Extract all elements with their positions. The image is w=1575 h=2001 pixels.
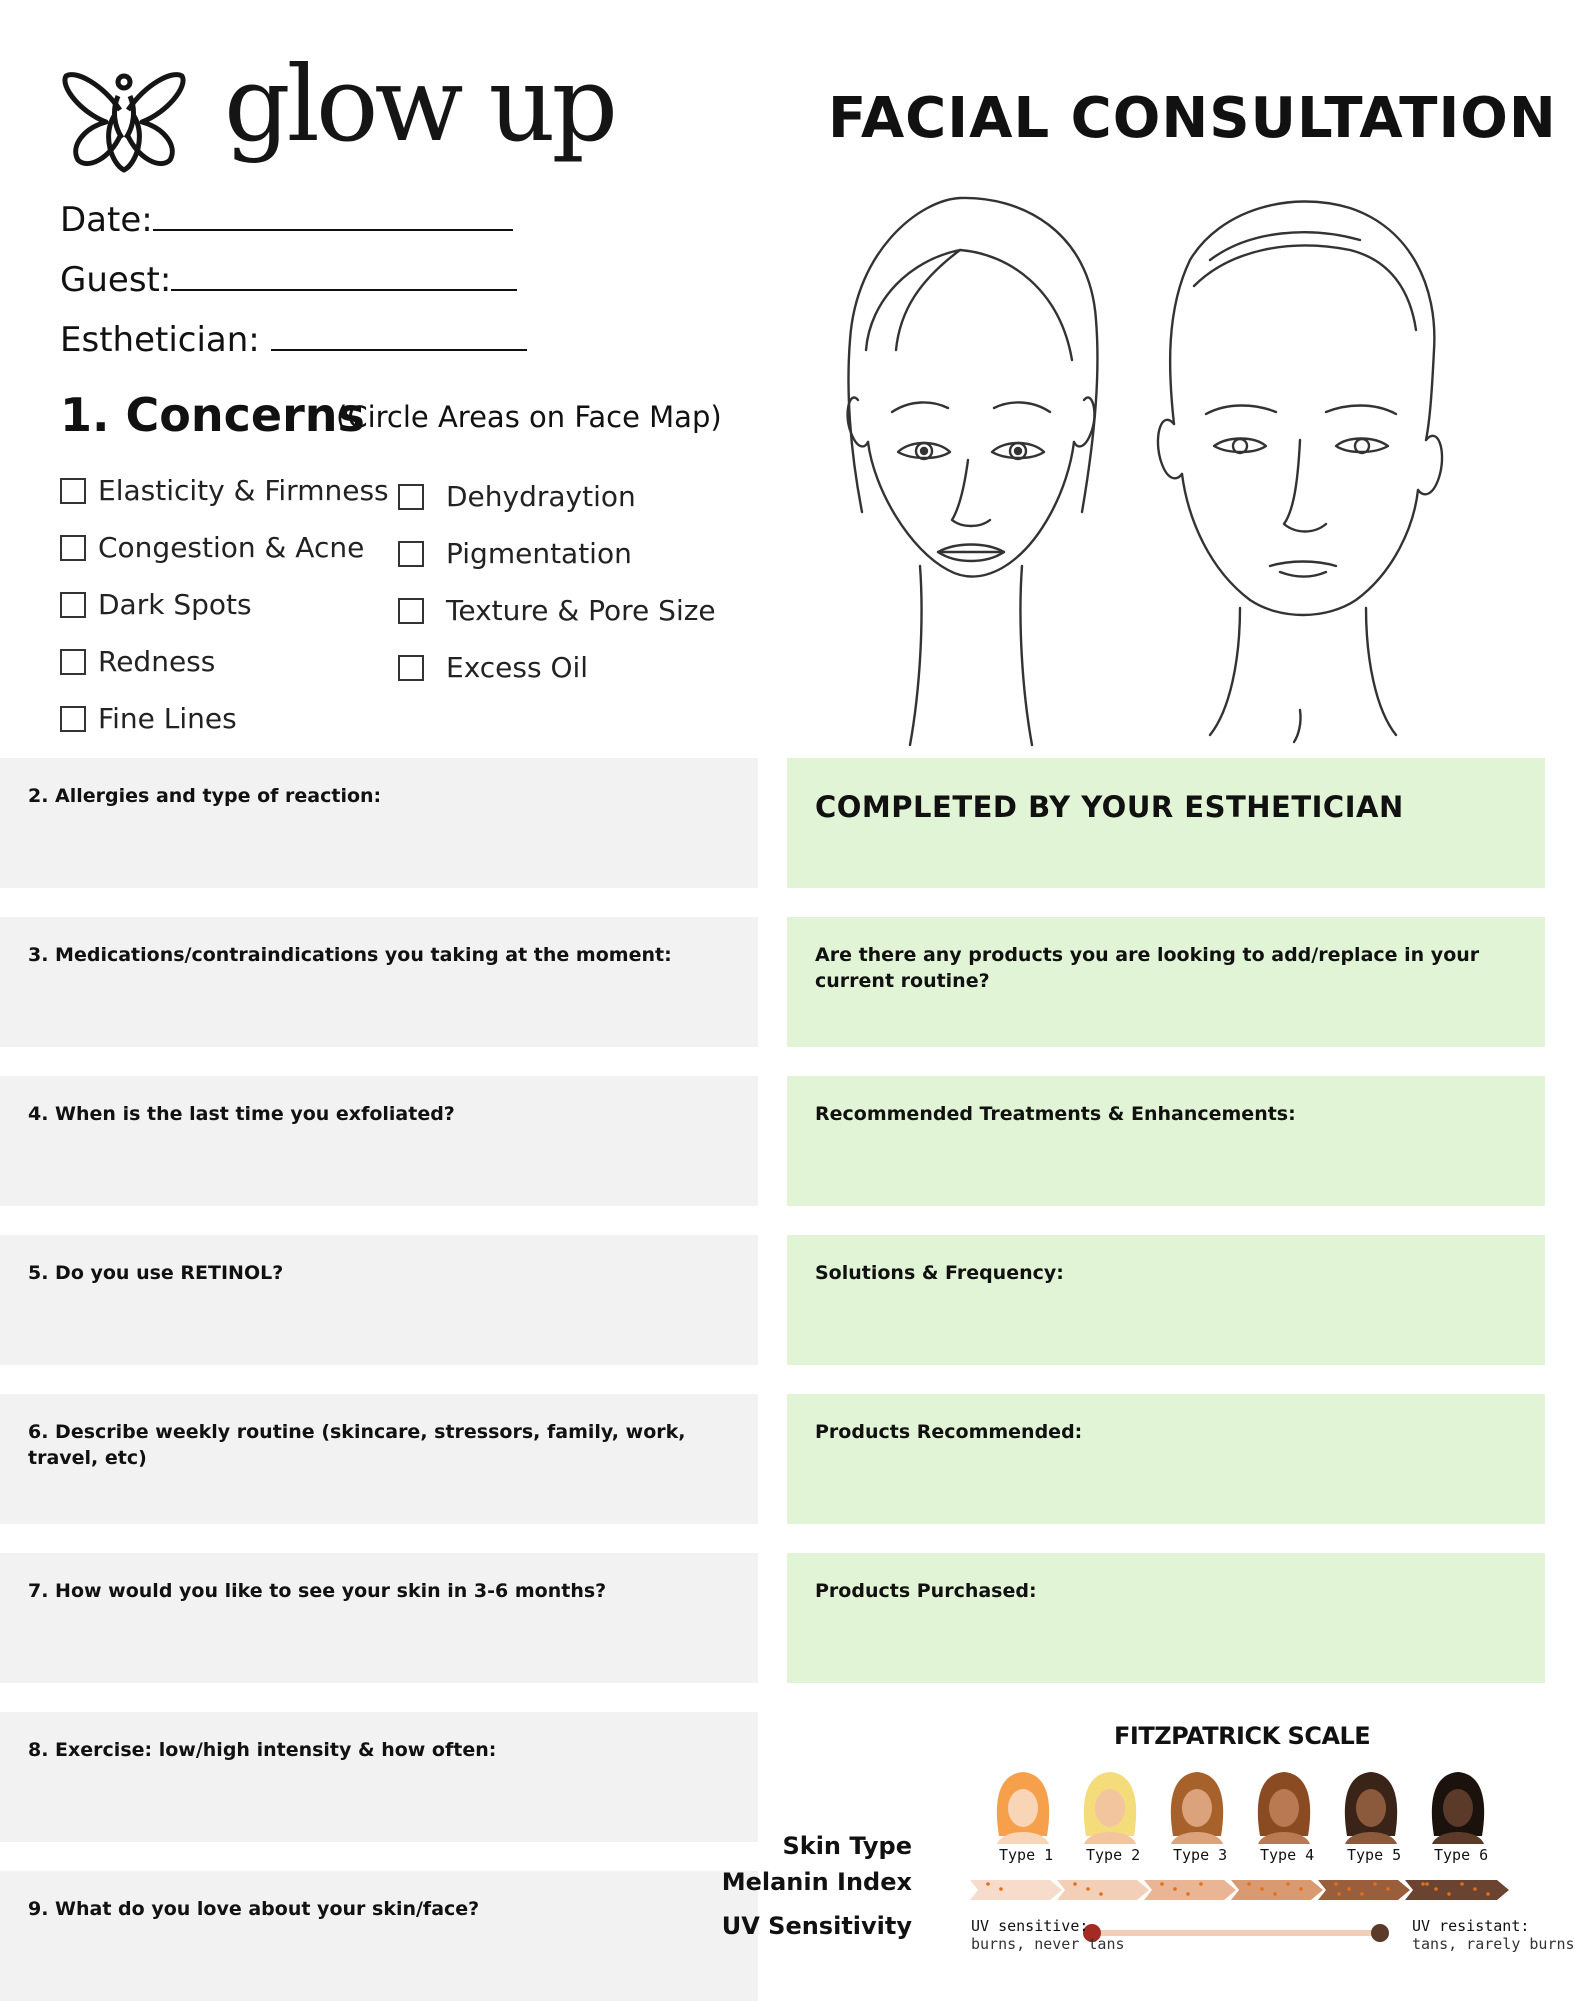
checkbox-icon[interactable]: [398, 655, 424, 681]
concern-checkbox[interactable]: [398, 594, 716, 627]
uv-sensitive-title: UV sensitive:: [971, 1917, 1089, 1935]
melanin-arrow-segment: [1231, 1880, 1323, 1900]
esthetician-panel[interactable]: [787, 1076, 1545, 1206]
concern-label: Dark Spots: [98, 588, 252, 621]
esthetician-heading-panel: [787, 758, 1545, 888]
fitzpatrick-scale: [721, 1712, 1575, 2000]
concern-checkbox[interactable]: [60, 702, 237, 735]
melanin-dot: [1247, 1882, 1251, 1886]
question-label: 6. Describe weekly routine (skincare, stressors, family, work, travel, etc): [28, 1421, 686, 1469]
row-label-uv: UV Sensitivity: [721, 1912, 912, 1940]
butterfly-logo-icon: [62, 66, 186, 174]
female-face-drawing[interactable]: [848, 198, 1098, 745]
concern-label: Pigmentation: [446, 537, 632, 570]
brand-logo-text: glow up: [224, 43, 615, 165]
concern-checkbox[interactable]: [60, 588, 252, 621]
skin-type-label: Type 3: [1173, 1846, 1228, 1864]
fitzpatrick-title: FITZPATRICK SCALE: [1114, 1722, 1371, 1750]
melanin-dot: [1273, 1892, 1277, 1896]
checkbox-icon[interactable]: [60, 706, 86, 732]
skin-type-face-2: [1084, 1772, 1136, 1844]
uv-sensitive-desc: burns, never tans: [971, 1935, 1125, 1953]
melanin-dot: [1173, 1887, 1177, 1891]
checkbox-icon[interactable]: [60, 649, 86, 675]
skin-type-face-1: [997, 1772, 1049, 1844]
skin-type-label: Type 1: [999, 1846, 1054, 1864]
guest-field[interactable]: [60, 260, 517, 300]
melanin-dot: [1337, 1892, 1341, 1896]
melanin-dot: [1334, 1882, 1338, 1886]
esthetician-label: Solutions & Frequency:: [815, 1262, 1064, 1284]
melanin-dot: [1360, 1892, 1364, 1896]
face-shape: [1443, 1789, 1473, 1827]
date-label: Date:: [60, 200, 153, 240]
melanin-dot: [1299, 1887, 1303, 1891]
melanin-arrow-segment: [1144, 1880, 1236, 1900]
skin-type-face-6: [1432, 1772, 1484, 1844]
question-label: 3. Medications/contraindications you taking at the moment:: [28, 944, 672, 966]
uv-resistant-dot: [1371, 1924, 1389, 1942]
row-label-melanin: Melanin Index: [721, 1868, 912, 1896]
concerns-hint: (Circle Areas on Face Map): [336, 400, 722, 434]
checkbox-icon[interactable]: [60, 478, 86, 504]
uv-sensitive-label: [971, 1865, 1125, 1953]
checkbox-icon[interactable]: [398, 541, 424, 567]
checkbox-icon[interactable]: [398, 598, 424, 624]
question-panel[interactable]: [0, 1235, 758, 1365]
esthetician-label: Are there any products you are looking to add/replace in your current routine?: [815, 944, 1480, 992]
concern-label: Elasticity & Firmness: [98, 474, 389, 507]
concern-checkbox[interactable]: [60, 531, 364, 564]
question-panel[interactable]: [0, 758, 758, 888]
esthetician-panel[interactable]: [787, 917, 1545, 1047]
melanin-dot: [1260, 1887, 1264, 1891]
esthetician-panel[interactable]: [787, 1394, 1545, 1524]
concern-checkbox[interactable]: [398, 537, 632, 570]
uv-resistant-title: UV resistant:: [1412, 1917, 1530, 1935]
uv-resistant-label: [1412, 1865, 1575, 1953]
question-panel[interactable]: [0, 917, 758, 1047]
skin-type-label: Type 5: [1347, 1846, 1402, 1864]
question-panel[interactable]: [0, 1394, 758, 1524]
skin-type-face-3: [1171, 1772, 1223, 1844]
question-panel[interactable]: [0, 1871, 758, 2001]
esthetician-field[interactable]: [60, 320, 527, 360]
face-shape: [1095, 1789, 1125, 1827]
question-label: 2. Allergies and type of reaction:: [28, 785, 382, 807]
esthetician-line[interactable]: [271, 323, 527, 351]
fitzpatrick-graphic: [787, 1712, 1545, 2000]
checkbox-icon[interactable]: [398, 484, 424, 510]
concern-label: Redness: [98, 645, 216, 678]
concerns-heading: 1. Concerns: [60, 388, 365, 442]
concern-checkbox[interactable]: [398, 651, 588, 684]
uv-resistant-desc: tans, rarely burns: [1412, 1935, 1575, 1953]
skin-type-face-4: [1258, 1772, 1310, 1844]
esthetician-label: Products Purchased:: [815, 1580, 1037, 1602]
question-panel[interactable]: [0, 1076, 758, 1206]
concern-label: Congestion & Acne: [98, 531, 365, 564]
face-shape: [1182, 1789, 1212, 1827]
date-field[interactable]: [60, 200, 513, 240]
question-label: 8. Exercise: low/high intensity & how often:: [28, 1739, 497, 1761]
skin-type-label: Type 6: [1434, 1846, 1489, 1864]
esthetician-panel[interactable]: [787, 1235, 1545, 1365]
date-line[interactable]: [153, 203, 513, 231]
skin-type-face-5: [1345, 1772, 1397, 1844]
esthetician-panel[interactable]: [787, 1553, 1545, 1683]
concern-label: Texture & Pore Size: [446, 594, 716, 627]
question-label: 7. How would you like to see your skin in 3-6 months?: [28, 1580, 607, 1602]
melanin-dot: [1199, 1882, 1203, 1886]
melanin-dot: [1286, 1882, 1290, 1886]
melanin-dot: [1186, 1892, 1190, 1896]
guest-label: Guest:: [60, 260, 172, 300]
face-shape: [1008, 1789, 1038, 1827]
question-panel[interactable]: [0, 1553, 758, 1683]
concern-checkbox[interactable]: [60, 645, 215, 678]
concern-checkbox[interactable]: [60, 474, 389, 507]
melanin-dot: [1160, 1882, 1164, 1886]
male-face-drawing[interactable]: [1158, 201, 1442, 742]
page-title: FACIAL CONSULTATION: [828, 86, 1557, 151]
checkbox-icon[interactable]: [60, 535, 86, 561]
concern-label: Dehydraytion: [446, 480, 636, 513]
esthetician-label: Esthetician:: [60, 320, 260, 360]
face-shape: [1356, 1789, 1386, 1827]
melanin-dot: [1373, 1882, 1377, 1886]
question-label: 9. What do you love about your skin/face?: [28, 1898, 480, 1920]
checkbox-icon[interactable]: [60, 592, 86, 618]
concern-label: Fine Lines: [98, 702, 237, 735]
esthetician-label: Recommended Treatments & Enhancements:: [815, 1103, 1296, 1125]
face-shape: [1269, 1789, 1299, 1827]
esthetician-label: Products Recommended:: [815, 1421, 1083, 1443]
face-map[interactable]: [770, 190, 1510, 750]
esthetician-heading: COMPLETED BY YOUR ESTHETICIAN: [815, 790, 1404, 824]
question-panel[interactable]: [0, 1712, 758, 1842]
skin-type-label: Type 4: [1260, 1846, 1315, 1864]
question-label: 5. Do you use RETINOL?: [28, 1262, 284, 1284]
concern-label: Excess Oil: [446, 651, 589, 684]
melanin-arrow-segment: [1318, 1880, 1410, 1900]
guest-line[interactable]: [171, 263, 517, 291]
melanin-dot: [1347, 1887, 1351, 1891]
skin-type-label: Type 2: [1086, 1846, 1141, 1864]
concern-checkbox[interactable]: [398, 480, 636, 513]
row-label-skin-type: Skin Type: [782, 1832, 912, 1860]
question-label: 4. When is the last time you exfoliated?: [28, 1103, 455, 1125]
melanin-dot: [1386, 1887, 1390, 1891]
